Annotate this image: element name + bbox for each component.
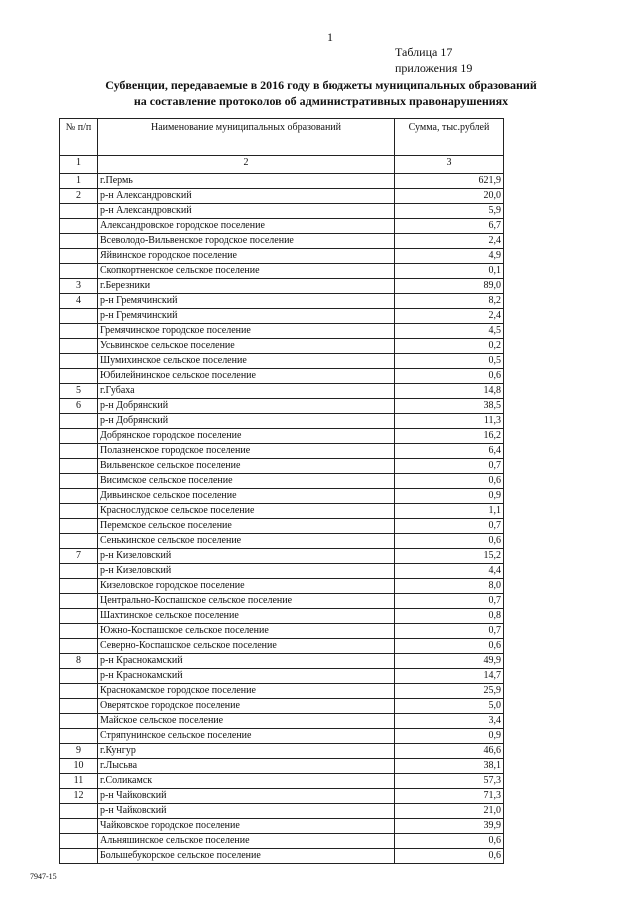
amount-cell: 20,0 bbox=[395, 189, 504, 204]
amount-cell: 0,7 bbox=[395, 594, 504, 609]
municipality-name-cell: Большебукорское сельское поселение bbox=[98, 849, 395, 864]
table-row bbox=[60, 189, 504, 204]
municipality-name-cell: Яйвинское городское поселение bbox=[98, 249, 395, 264]
amount-cell: 2,4 bbox=[395, 309, 504, 324]
page-mark: 1 bbox=[327, 30, 333, 44]
municipality-name-cell: р-н Добрянский bbox=[98, 399, 395, 414]
table-row bbox=[60, 684, 504, 699]
amount-cell: 0,6 bbox=[395, 849, 504, 864]
table-row bbox=[60, 279, 504, 294]
municipality-name-cell: р-н Кизеловский bbox=[98, 564, 395, 579]
table-row bbox=[60, 669, 504, 684]
municipality-name-cell: р-н Чайковский bbox=[98, 789, 395, 804]
municipality-name-cell: р-н Краснокамский bbox=[98, 654, 395, 669]
row-number-cell: 1 bbox=[60, 174, 98, 189]
table-row bbox=[60, 834, 504, 849]
column-number-row bbox=[60, 156, 504, 174]
municipality-name-cell: Кизеловское городское поселение bbox=[98, 579, 395, 594]
municipality-name-cell: р-н Александровский bbox=[98, 189, 395, 204]
column-header-name: Наименование муниципальных образований bbox=[98, 119, 395, 156]
row-number-cell bbox=[60, 459, 98, 474]
amount-cell: 14,8 bbox=[395, 384, 504, 399]
title-line-2: на составление протоколов об административных правонарушениях bbox=[133, 94, 509, 108]
municipality-name-cell: Шумихинское сельское поселение bbox=[98, 354, 395, 369]
municipality-name-cell: Центрально-Коспашское сельское поселение bbox=[98, 594, 395, 609]
document-code: 7947-15 bbox=[30, 872, 57, 881]
table-row bbox=[60, 264, 504, 279]
municipality-name-cell: Висимское сельское поселение bbox=[98, 474, 395, 489]
table-body bbox=[60, 174, 504, 864]
municipality-name-cell: Юбилейнинское сельское поселение bbox=[98, 369, 395, 384]
table-row bbox=[60, 504, 504, 519]
table-row bbox=[60, 309, 504, 324]
table-row bbox=[60, 219, 504, 234]
row-number-cell bbox=[60, 519, 98, 534]
municipality-name-cell: г.Соликамск bbox=[98, 774, 395, 789]
amount-cell: 0,2 bbox=[395, 339, 504, 354]
amount-cell: 21,0 bbox=[395, 804, 504, 819]
title-line-1: Субвенции, передаваемые в 2016 году в бюджеты муниципальных образований bbox=[105, 78, 537, 92]
table-row bbox=[60, 534, 504, 549]
table-row bbox=[60, 474, 504, 489]
amount-cell: 16,2 bbox=[395, 429, 504, 444]
amount-cell: 0,6 bbox=[395, 369, 504, 384]
amount-cell: 15,2 bbox=[395, 549, 504, 564]
row-number-cell: 7 bbox=[60, 549, 98, 564]
municipality-name-cell: Полазненское городское поселение bbox=[98, 444, 395, 459]
municipality-name-cell: Краснокамское городское поселение bbox=[98, 684, 395, 699]
amount-cell: 0,7 bbox=[395, 624, 504, 639]
table-row bbox=[60, 339, 504, 354]
row-number-cell: 9 bbox=[60, 744, 98, 759]
row-number-cell bbox=[60, 564, 98, 579]
municipality-name-cell: р-н Чайковский bbox=[98, 804, 395, 819]
table-row bbox=[60, 654, 504, 669]
row-number-cell: 5 bbox=[60, 384, 98, 399]
column-header-num: № п/п bbox=[60, 119, 98, 156]
amount-cell: 71,3 bbox=[395, 789, 504, 804]
amount-cell: 5,0 bbox=[395, 699, 504, 714]
amount-cell: 25,9 bbox=[395, 684, 504, 699]
amount-cell: 8,2 bbox=[395, 294, 504, 309]
table-row bbox=[60, 174, 504, 189]
municipality-name-cell: Добрянское городское поселение bbox=[98, 429, 395, 444]
municipality-name-cell: Южно-Коспашское сельское поселение bbox=[98, 624, 395, 639]
municipality-name-cell: р-н Гремячинский bbox=[98, 309, 395, 324]
table-row bbox=[60, 699, 504, 714]
column-number: 2 bbox=[98, 156, 395, 174]
row-number-cell bbox=[60, 579, 98, 594]
table-row bbox=[60, 849, 504, 864]
municipality-name-cell: Северно-Коспашское сельское поселение bbox=[98, 639, 395, 654]
amount-cell: 46,6 bbox=[395, 744, 504, 759]
row-number-cell bbox=[60, 624, 98, 639]
amount-cell: 5,9 bbox=[395, 204, 504, 219]
table-row bbox=[60, 204, 504, 219]
amount-cell: 14,7 bbox=[395, 669, 504, 684]
table-row bbox=[60, 804, 504, 819]
row-number-cell bbox=[60, 489, 98, 504]
amount-cell: 0,7 bbox=[395, 519, 504, 534]
row-number-cell bbox=[60, 714, 98, 729]
row-number-cell: 11 bbox=[60, 774, 98, 789]
row-number-cell bbox=[60, 834, 98, 849]
municipality-name-cell: Майское сельское поселение bbox=[98, 714, 395, 729]
table-row bbox=[60, 609, 504, 624]
municipality-name-cell: Дивьинское сельское поселение bbox=[98, 489, 395, 504]
row-number-cell: 6 bbox=[60, 399, 98, 414]
amount-cell: 6,7 bbox=[395, 219, 504, 234]
row-number-cell bbox=[60, 534, 98, 549]
row-number-cell bbox=[60, 729, 98, 744]
amount-cell: 11,3 bbox=[395, 414, 504, 429]
table-row bbox=[60, 819, 504, 834]
row-number-cell bbox=[60, 504, 98, 519]
row-number-cell: 8 bbox=[60, 654, 98, 669]
municipality-name-cell: Стряпунинское сельское поселение bbox=[98, 729, 395, 744]
amount-cell: 38,1 bbox=[395, 759, 504, 774]
table-row bbox=[60, 579, 504, 594]
amount-cell: 0,6 bbox=[395, 639, 504, 654]
municipality-name-cell: г.Березники bbox=[98, 279, 395, 294]
table-row bbox=[60, 324, 504, 339]
table-row bbox=[60, 459, 504, 474]
municipality-name-cell: Александровское городское поселение bbox=[98, 219, 395, 234]
table-row bbox=[60, 744, 504, 759]
table-row bbox=[60, 774, 504, 789]
municipality-name-cell: р-н Александровский bbox=[98, 204, 395, 219]
row-number-cell bbox=[60, 339, 98, 354]
row-number-cell: 10 bbox=[60, 759, 98, 774]
row-number-cell bbox=[60, 444, 98, 459]
amount-cell: 621,9 bbox=[395, 174, 504, 189]
document-title bbox=[40, 77, 602, 109]
municipality-name-cell: Альняшинское сельское поселение bbox=[98, 834, 395, 849]
municipality-name-cell: Шахтинское сельское поселение bbox=[98, 609, 395, 624]
row-number-cell bbox=[60, 309, 98, 324]
amount-cell: 6,4 bbox=[395, 444, 504, 459]
municipality-name-cell: р-н Гремячинский bbox=[98, 294, 395, 309]
amount-cell: 0,5 bbox=[395, 354, 504, 369]
row-number-cell: 2 bbox=[60, 189, 98, 204]
table-row bbox=[60, 399, 504, 414]
amount-cell: 39,9 bbox=[395, 819, 504, 834]
row-number-cell bbox=[60, 474, 98, 489]
amount-cell: 0,9 bbox=[395, 729, 504, 744]
row-number-cell: 12 bbox=[60, 789, 98, 804]
table-row bbox=[60, 789, 504, 804]
amount-cell: 3,4 bbox=[395, 714, 504, 729]
table-number: Таблица 17 bbox=[395, 45, 453, 59]
column-number: 3 bbox=[395, 156, 504, 174]
amount-cell: 49,9 bbox=[395, 654, 504, 669]
municipality-name-cell: Усьвинское сельское поселение bbox=[98, 339, 395, 354]
row-number-cell bbox=[60, 699, 98, 714]
amount-cell: 2,4 bbox=[395, 234, 504, 249]
amount-cell: 57,3 bbox=[395, 774, 504, 789]
appendix-reference: приложения 19 bbox=[395, 61, 473, 75]
row-number-cell bbox=[60, 429, 98, 444]
row-number-cell bbox=[60, 669, 98, 684]
table-row bbox=[60, 234, 504, 249]
table-row bbox=[60, 489, 504, 504]
municipality-name-cell: Сенькинское сельское поселение bbox=[98, 534, 395, 549]
municipality-name-cell: г.Губаха bbox=[98, 384, 395, 399]
municipality-name-cell: р-н Добрянский bbox=[98, 414, 395, 429]
row-number-cell bbox=[60, 219, 98, 234]
municipality-name-cell: Перемское сельское поселение bbox=[98, 519, 395, 534]
municipality-name-cell: г.Пермь bbox=[98, 174, 395, 189]
municipality-name-cell: г.Лысьва bbox=[98, 759, 395, 774]
municipality-name-cell: Скопкортненское сельское поселение bbox=[98, 264, 395, 279]
table-row bbox=[60, 729, 504, 744]
row-number-cell bbox=[60, 234, 98, 249]
table-row bbox=[60, 294, 504, 309]
table-row bbox=[60, 639, 504, 654]
table-row bbox=[60, 369, 504, 384]
table-row bbox=[60, 249, 504, 264]
amount-cell: 0,1 bbox=[395, 264, 504, 279]
subventions-table bbox=[59, 118, 504, 864]
row-number-cell bbox=[60, 204, 98, 219]
municipality-name-cell: Вильвенское сельское поселение bbox=[98, 459, 395, 474]
table-row bbox=[60, 384, 504, 399]
table-row bbox=[60, 564, 504, 579]
row-number-cell bbox=[60, 819, 98, 834]
amount-cell: 38,5 bbox=[395, 399, 504, 414]
table-row bbox=[60, 429, 504, 444]
column-number: 1 bbox=[60, 156, 98, 174]
table-row bbox=[60, 444, 504, 459]
table-row bbox=[60, 624, 504, 639]
amount-cell: 4,4 bbox=[395, 564, 504, 579]
row-number-cell bbox=[60, 684, 98, 699]
amount-cell: 0,7 bbox=[395, 459, 504, 474]
row-number-cell bbox=[60, 324, 98, 339]
row-number-cell bbox=[60, 354, 98, 369]
municipality-name-cell: Краснослудское сельское поселение bbox=[98, 504, 395, 519]
row-number-cell bbox=[60, 369, 98, 384]
row-number-cell bbox=[60, 639, 98, 654]
amount-cell: 0,8 bbox=[395, 609, 504, 624]
row-number-cell bbox=[60, 414, 98, 429]
table-row bbox=[60, 714, 504, 729]
amount-cell: 4,9 bbox=[395, 249, 504, 264]
table-row bbox=[60, 594, 504, 609]
column-header-sum: Сумма, тыс.рублей bbox=[395, 119, 504, 156]
amount-cell: 0,6 bbox=[395, 474, 504, 489]
table-row bbox=[60, 519, 504, 534]
municipality-name-cell: р-н Краснокамский bbox=[98, 669, 395, 684]
row-number-cell: 4 bbox=[60, 294, 98, 309]
table-row bbox=[60, 354, 504, 369]
row-number-cell bbox=[60, 249, 98, 264]
row-number-cell bbox=[60, 849, 98, 864]
municipality-name-cell: р-н Кизеловский bbox=[98, 549, 395, 564]
row-number-cell: 3 bbox=[60, 279, 98, 294]
amount-cell: 89,0 bbox=[395, 279, 504, 294]
municipality-name-cell: Гремячинское городское поселение bbox=[98, 324, 395, 339]
table-label bbox=[395, 44, 472, 76]
municipality-name-cell: Чайковское городское поселение bbox=[98, 819, 395, 834]
amount-cell: 0,6 bbox=[395, 834, 504, 849]
amount-cell: 8,0 bbox=[395, 579, 504, 594]
amount-cell: 4,5 bbox=[395, 324, 504, 339]
amount-cell: 1,1 bbox=[395, 504, 504, 519]
table-row bbox=[60, 759, 504, 774]
row-number-cell bbox=[60, 609, 98, 624]
amount-cell: 0,6 bbox=[395, 534, 504, 549]
row-number-cell bbox=[60, 264, 98, 279]
municipality-name-cell: Всеволодо-Вильвенское городское поселение bbox=[98, 234, 395, 249]
table-header-row bbox=[60, 119, 504, 156]
table-row bbox=[60, 549, 504, 564]
amount-cell: 0,9 bbox=[395, 489, 504, 504]
table-row bbox=[60, 414, 504, 429]
row-number-cell bbox=[60, 594, 98, 609]
municipality-name-cell: г.Кунгур bbox=[98, 744, 395, 759]
municipality-name-cell: Оверятское городское поселение bbox=[98, 699, 395, 714]
row-number-cell bbox=[60, 804, 98, 819]
